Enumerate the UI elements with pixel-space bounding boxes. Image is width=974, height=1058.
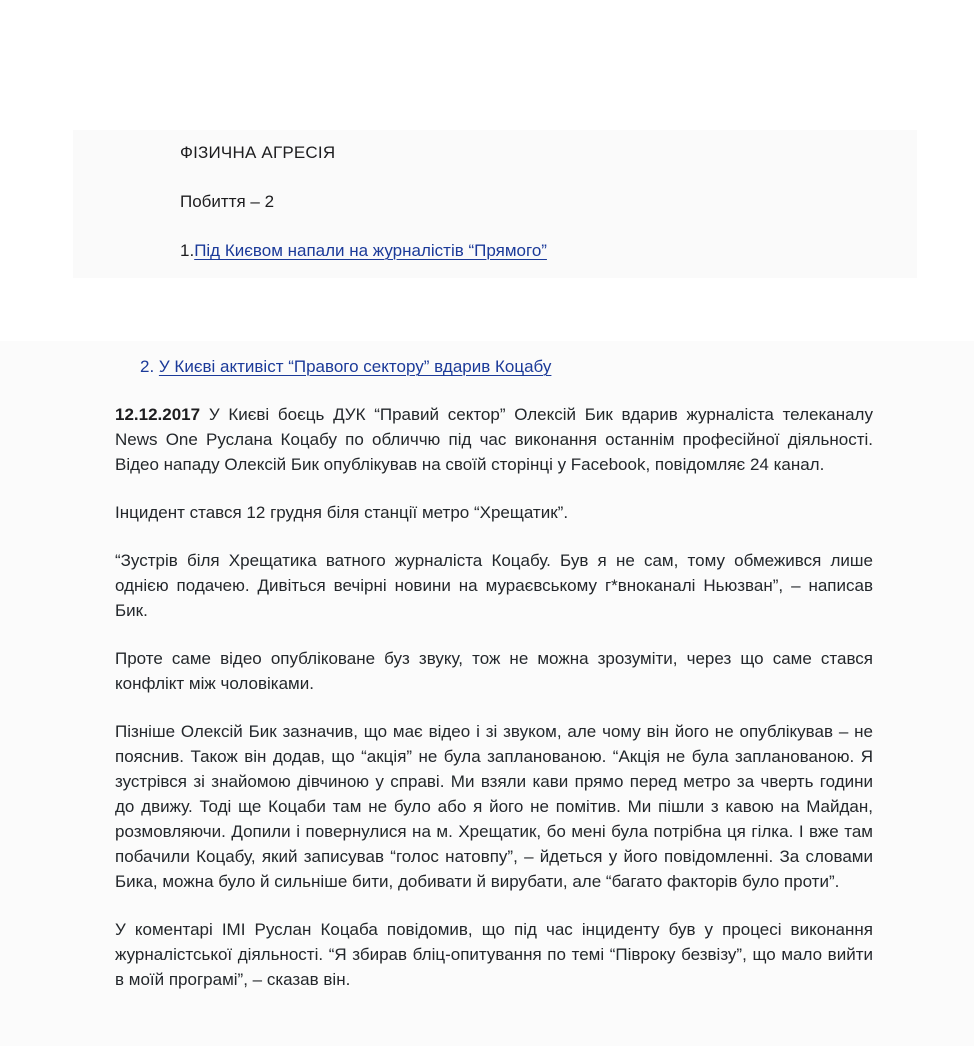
summary-heading: ФІЗИЧНА АГРЕСІЯ: [180, 143, 336, 162]
summary-item-link[interactable]: Під Києвом напали на журналістів “Прямого”: [194, 241, 547, 260]
summary-panel: [73, 130, 917, 278]
paragraph: У коментарі ІМІ Руслан Коцаба повідомив, що під час інциденту був у процесі виконання журналістської діяльності. “Я збирав бліц-опитування по темі “Півроку безвізу”, що мало вийти в моїй програмі”, – сказав він.: [115, 920, 873, 989]
article-date: 12.12.2017: [115, 405, 201, 424]
article-lead-text: У Києві боєць ДУК “Правий сектор” Олексій Бик вдарив журналіста телеканалу News One Руслана Коцабу по обличчю під час виконання останнім професійної діяльності. Відео нападу Олексій Бик опублікував на своїй сторінці у Facebook, повідомляє 24 канал.: [115, 405, 873, 474]
summary-item-number: 1.: [180, 241, 195, 260]
article-body: [115, 402, 873, 992]
paragraph: Пізніше Олексій Бик зазначив, що має відео і зі звуком, але чому він його не опублікував – не пояснив. Також він додав, що “акція” не була запланованою. “Акція не була запланованою. Я зустрівся зі знайомою дівчиною у справі. Ми взяли кави прямо перед метро за чверть години до движу. Тоді ще Коцаби там не було або я його не помітив. Ми пішли з кавою на Майдан, розмовляючи. Допили і повернулися на м. Хрещатик, бо мені була потрібна ця гілка. І вже там побачили Коцабу, який записував “голос натовпу”, – йдеться у його повідомленні. За словами Бика, можна було й сильніше бити, добивати й вирубати, але “багато факторів було проти”.: [115, 722, 873, 891]
article-title-link[interactable]: У Києві активіст “Правого сектору” вдарив Коцабу: [158, 357, 552, 376]
article-section: [0, 341, 974, 1046]
article-title: [140, 357, 551, 377]
summary-item: [180, 241, 547, 260]
article-title-number: 2.: [140, 357, 159, 376]
summary-subheading: Побиття – 2: [180, 192, 275, 211]
paragraph: Інцидент стався 12 грудня біля станції метро “Хрещатик”.: [115, 503, 569, 522]
paragraph: Проте саме відео опубліковане буз звуку, тож не можна зрозуміти, через що саме стався конфлікт між чоловіками.: [115, 649, 873, 693]
article-lead-paragraph: [115, 402, 873, 477]
paragraph: “Зустрів біля Хрещатика ватного журналіста Коцабу. Був я не сам, тому обмежився лише однією подачею. Дивіться вечірні новини на мураєвському г*вноканалі Ньюзван”, – написав Бик.: [115, 551, 873, 620]
